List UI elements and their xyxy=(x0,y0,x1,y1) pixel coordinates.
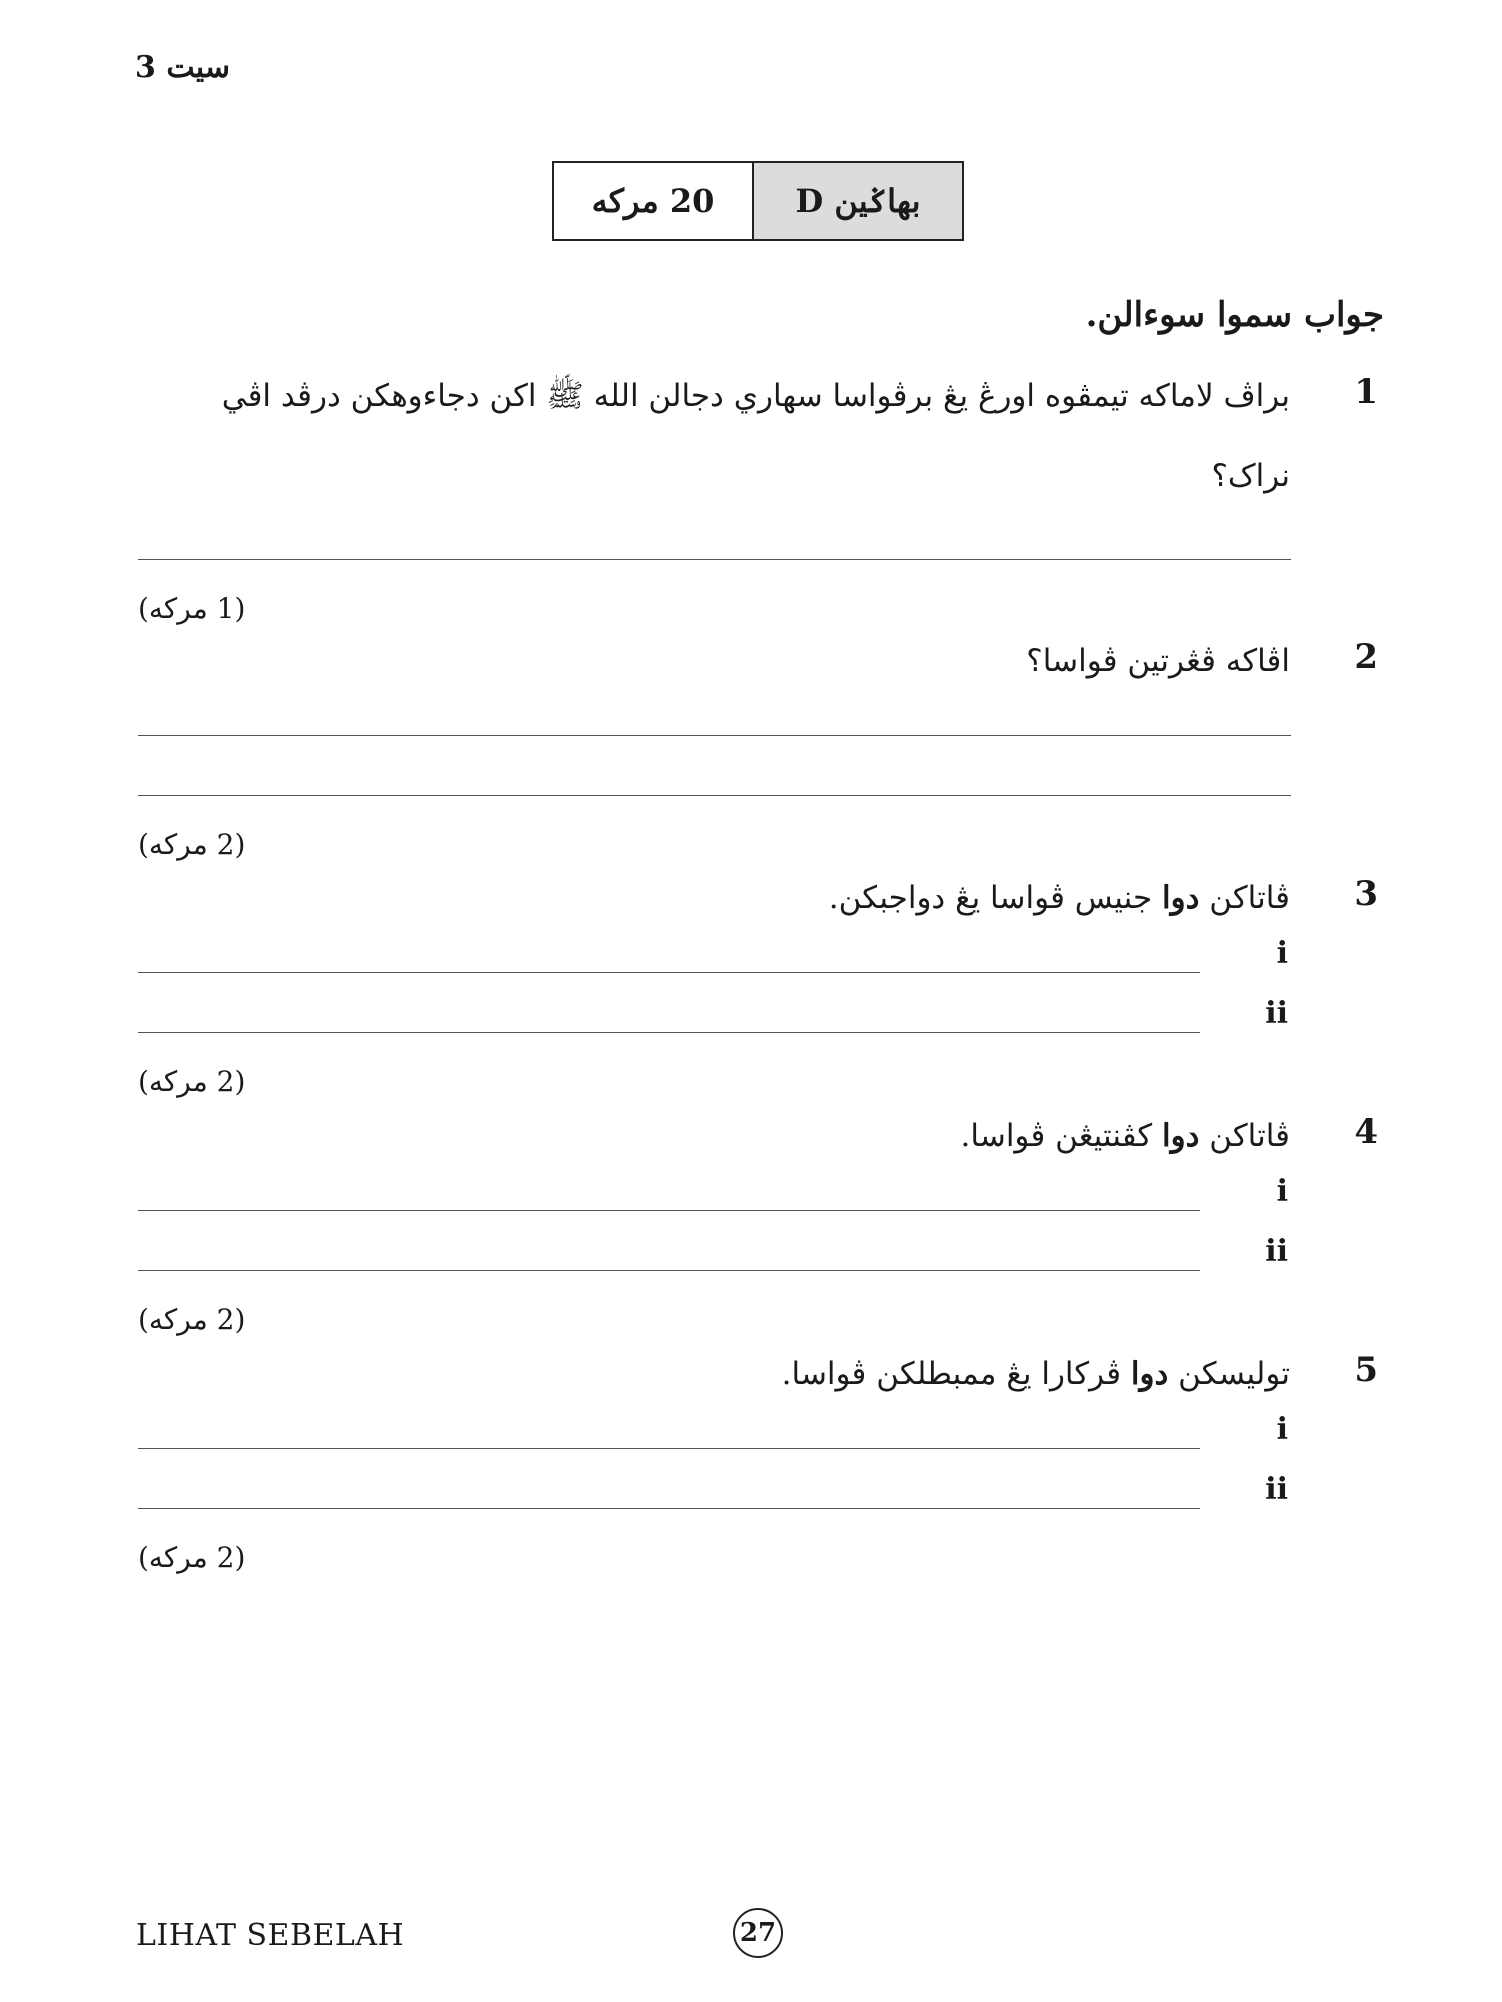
section-header-box xyxy=(552,161,964,241)
question-5-marks: (2 مركه) xyxy=(138,1541,246,1574)
roman-i: i xyxy=(1276,1412,1288,1447)
question-1-number: 1 xyxy=(1354,372,1378,412)
answer-line[interactable] xyxy=(138,559,1291,560)
question-4-text: ڤاتاكن دوا كڤنتيڠن ڤواسا. xyxy=(960,1118,1290,1154)
question-3-text: ڤاتاكن دوا جنيس ڤواسا يڠ دواجبكن. xyxy=(828,880,1290,916)
set-label: سيت 3 xyxy=(135,50,230,85)
answer-line-ii[interactable] xyxy=(138,1032,1200,1033)
answer-line[interactable] xyxy=(138,735,1291,736)
question-1-marks: (1 مركه) xyxy=(138,592,246,625)
question-2-text: اڤاكه ڤڠرتين ڤواسا؟ xyxy=(1026,643,1290,679)
instruction: جواب سموا سوءالن. xyxy=(1085,295,1384,335)
answer-line-ii[interactable] xyxy=(138,1508,1200,1509)
answer-line[interactable] xyxy=(138,795,1291,796)
question-3-number: 3 xyxy=(1354,874,1378,914)
roman-ii: ii xyxy=(1265,1234,1288,1269)
question-5-number: 5 xyxy=(1354,1350,1378,1390)
answer-line-i[interactable] xyxy=(138,1210,1200,1211)
question-2-marks: (2 مركه) xyxy=(138,828,246,861)
question-5-text: توليسكن دوا ڤركارا يڠ ممبطلكن ڤواسا. xyxy=(781,1356,1290,1392)
section-marks: 20 مركه xyxy=(554,163,754,239)
roman-i: i xyxy=(1276,1174,1288,1209)
question-4-number: 4 xyxy=(1354,1112,1378,1152)
section-name: بهاݢين D xyxy=(754,163,962,239)
answer-line-i[interactable] xyxy=(138,1448,1200,1449)
question-3-marks: (2 مركه) xyxy=(138,1065,246,1098)
question-4-marks: (2 مركه) xyxy=(138,1303,246,1336)
roman-ii: ii xyxy=(1265,1472,1288,1507)
roman-i: i xyxy=(1276,936,1288,971)
question-1-text: براڤ لاماكه تيمڤوه اورڠ يڠ برڤواسا سهاري دجالن الله ﷺ اكن دجاءوهكن درڤد اڤي نراک؟ xyxy=(221,378,1290,494)
answer-line-ii[interactable] xyxy=(138,1270,1200,1271)
page-number: 27 xyxy=(733,1908,783,1958)
answer-line-i[interactable] xyxy=(138,972,1200,973)
question-2-number: 2 xyxy=(1354,637,1378,677)
roman-ii: ii xyxy=(1265,996,1288,1031)
footer-next-page: LIHAT SEBELAH xyxy=(136,1918,405,1953)
